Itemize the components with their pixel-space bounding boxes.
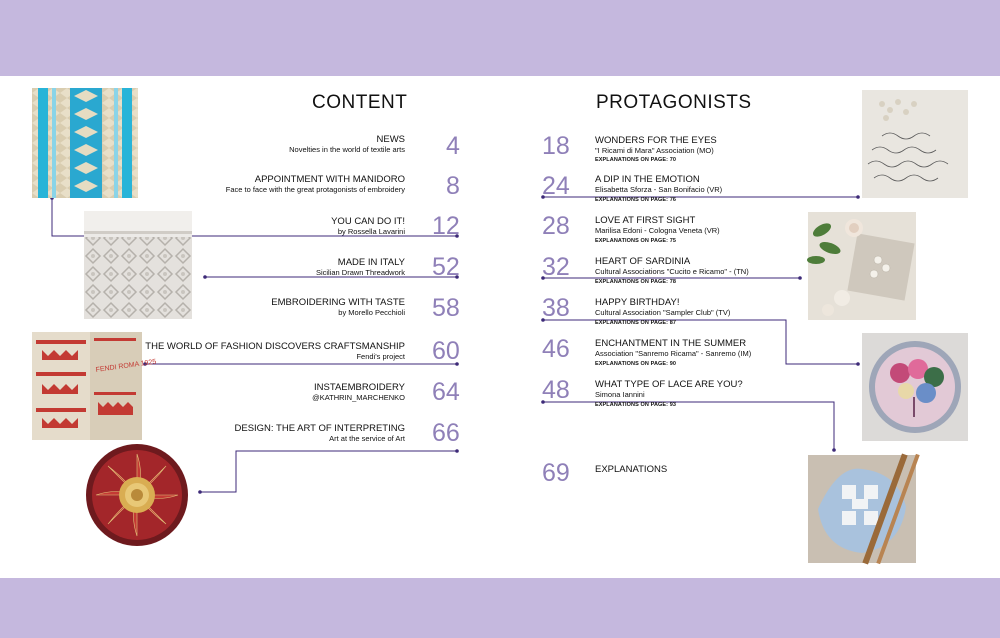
content-title-made-in-italy: MADE IN ITALY — [337, 257, 405, 268]
prot-expl-birthday: EXPLANATIONS ON PAGE: 87 — [595, 320, 677, 326]
prot-page-love: 28 — [542, 212, 570, 240]
prot-page-lace: 48 — [542, 376, 570, 404]
photo-handwriting-sampler — [862, 90, 968, 198]
content-title-manidoro: APPOINTMENT WITH MANIDORO — [254, 174, 405, 185]
content-subtitle-manidoro: Face to face with the great protagonists of embroidery — [225, 185, 405, 194]
prot-title-birthday: HAPPY BIRTHDAY! — [595, 297, 680, 308]
content-subtitle-insta: @KATHRIN_MARCHENKO — [312, 393, 405, 402]
content-page-design: 66 — [432, 419, 460, 447]
prot-subtitle-lace: Simona Iannini — [595, 390, 645, 399]
content-subtitle-taste: by Morello Pecchioli — [338, 308, 405, 317]
content-subtitle-design: Art at the service of Art — [329, 434, 405, 443]
content-page-made-in-italy: 52 — [432, 253, 460, 281]
prot-subtitle-enchantment: Association "Sanremo Ricama" - Sanremo (IM) — [595, 349, 752, 358]
prot-subtitle-sardinia: Cultural Associations "Cucito e Ricamo" - (TN) — [595, 267, 749, 276]
content-title-news: NEWS — [376, 134, 405, 145]
prot-subtitle-dip: Elisabetta Sforza - San Bonifacio (VR) — [595, 185, 723, 194]
prot-expl-enchantment: EXPLANATIONS ON PAGE: 90 — [595, 361, 677, 367]
content-heading: CONTENT — [312, 92, 408, 113]
prot-page-dip: 24 — [542, 172, 570, 200]
prot-subtitle-birthday: Cultural Association "Sampler Club" (TV) — [595, 308, 731, 317]
content-title-fashion: THE WORLD OF FASHION DISCOVERS CRAFTSMANSHIP — [145, 341, 405, 352]
prot-title-love: LOVE AT FIRST SIGHT — [595, 215, 696, 226]
content-page-taste: 58 — [432, 294, 460, 322]
content-page-manidoro: 8 — [446, 172, 460, 200]
prot-page-wonders: 18 — [542, 132, 570, 160]
prot-expl-love: EXPLANATIONS ON PAGE: 75 — [595, 238, 677, 244]
prot-expl-dip: EXPLANATIONS ON PAGE: 76 — [595, 197, 677, 203]
prot-title-wonders: WONDERS FOR THE EYES — [595, 135, 717, 146]
content-subtitle-fashion: Fendi's project — [356, 352, 405, 361]
connector-design — [200, 451, 457, 492]
photo-drawn-threadwork — [84, 211, 192, 319]
prot-page-explanations: 69 — [542, 459, 570, 487]
content-title-insta: INSTAEMBROIDERY — [314, 382, 405, 393]
photo-blue-lace — [808, 455, 916, 563]
photo-blue-crochet — [32, 88, 138, 198]
prot-expl-lace: EXPLANATIONS ON PAGE: 93 — [595, 402, 677, 408]
prot-title-explanations: EXPLANATIONS — [595, 464, 668, 475]
prot-subtitle-wonders: "I Ricami di Mara" Association (MO) — [595, 146, 714, 155]
photo-flowers-embroidery — [808, 212, 916, 320]
content-title-taste: EMBROIDERING WITH TASTE — [271, 297, 405, 308]
protagonists-heading: PROTAGONISTS — [596, 92, 752, 113]
prot-expl-sardinia: EXPLANATIONS ON PAGE: 78 — [595, 279, 677, 285]
content-page-news: 4 — [446, 132, 460, 160]
photo-round-flowers — [862, 333, 968, 441]
content-subtitle-made-in-italy: Sicilian Drawn Threadwork — [315, 268, 405, 277]
prot-title-sardinia: HEART OF SARDINIA — [595, 256, 691, 267]
photo-fendi-embroidery — [32, 332, 157, 440]
content-subtitle-you-can: by Rossella Lavarini — [337, 227, 405, 236]
svg-text:FENDI ROMA 1925: FENDI ROMA 1925 — [95, 358, 157, 374]
prot-expl-wonders: EXPLANATIONS ON PAGE: 70 — [595, 157, 677, 163]
prot-page-sardinia: 32 — [542, 253, 570, 281]
content-page-you-can: 12 — [432, 212, 460, 240]
prot-title-dip: A DIP IN THE EMOTION — [595, 174, 700, 185]
photo-red-mandala — [86, 444, 188, 546]
prot-page-enchantment: 46 — [542, 335, 570, 363]
content-title-design: DESIGN: THE ART OF INTERPRETING — [234, 423, 405, 434]
prot-title-enchantment: ENCHANTMENT IN THE SUMMER — [595, 338, 747, 349]
content-page-fashion: 60 — [432, 337, 460, 365]
connector-lace — [543, 402, 834, 450]
content-title-you-can: YOU CAN DO IT! — [331, 216, 405, 227]
content-subtitle-news: Novelties in the world of textile arts — [289, 145, 405, 154]
prot-subtitle-love: Marilisa Edoni - Cologna Veneta (VR) — [595, 226, 720, 235]
prot-title-lace: WHAT TYPE OF LACE ARE YOU? — [595, 379, 743, 390]
content-page-insta: 64 — [432, 378, 460, 406]
prot-page-birthday: 38 — [542, 294, 570, 322]
